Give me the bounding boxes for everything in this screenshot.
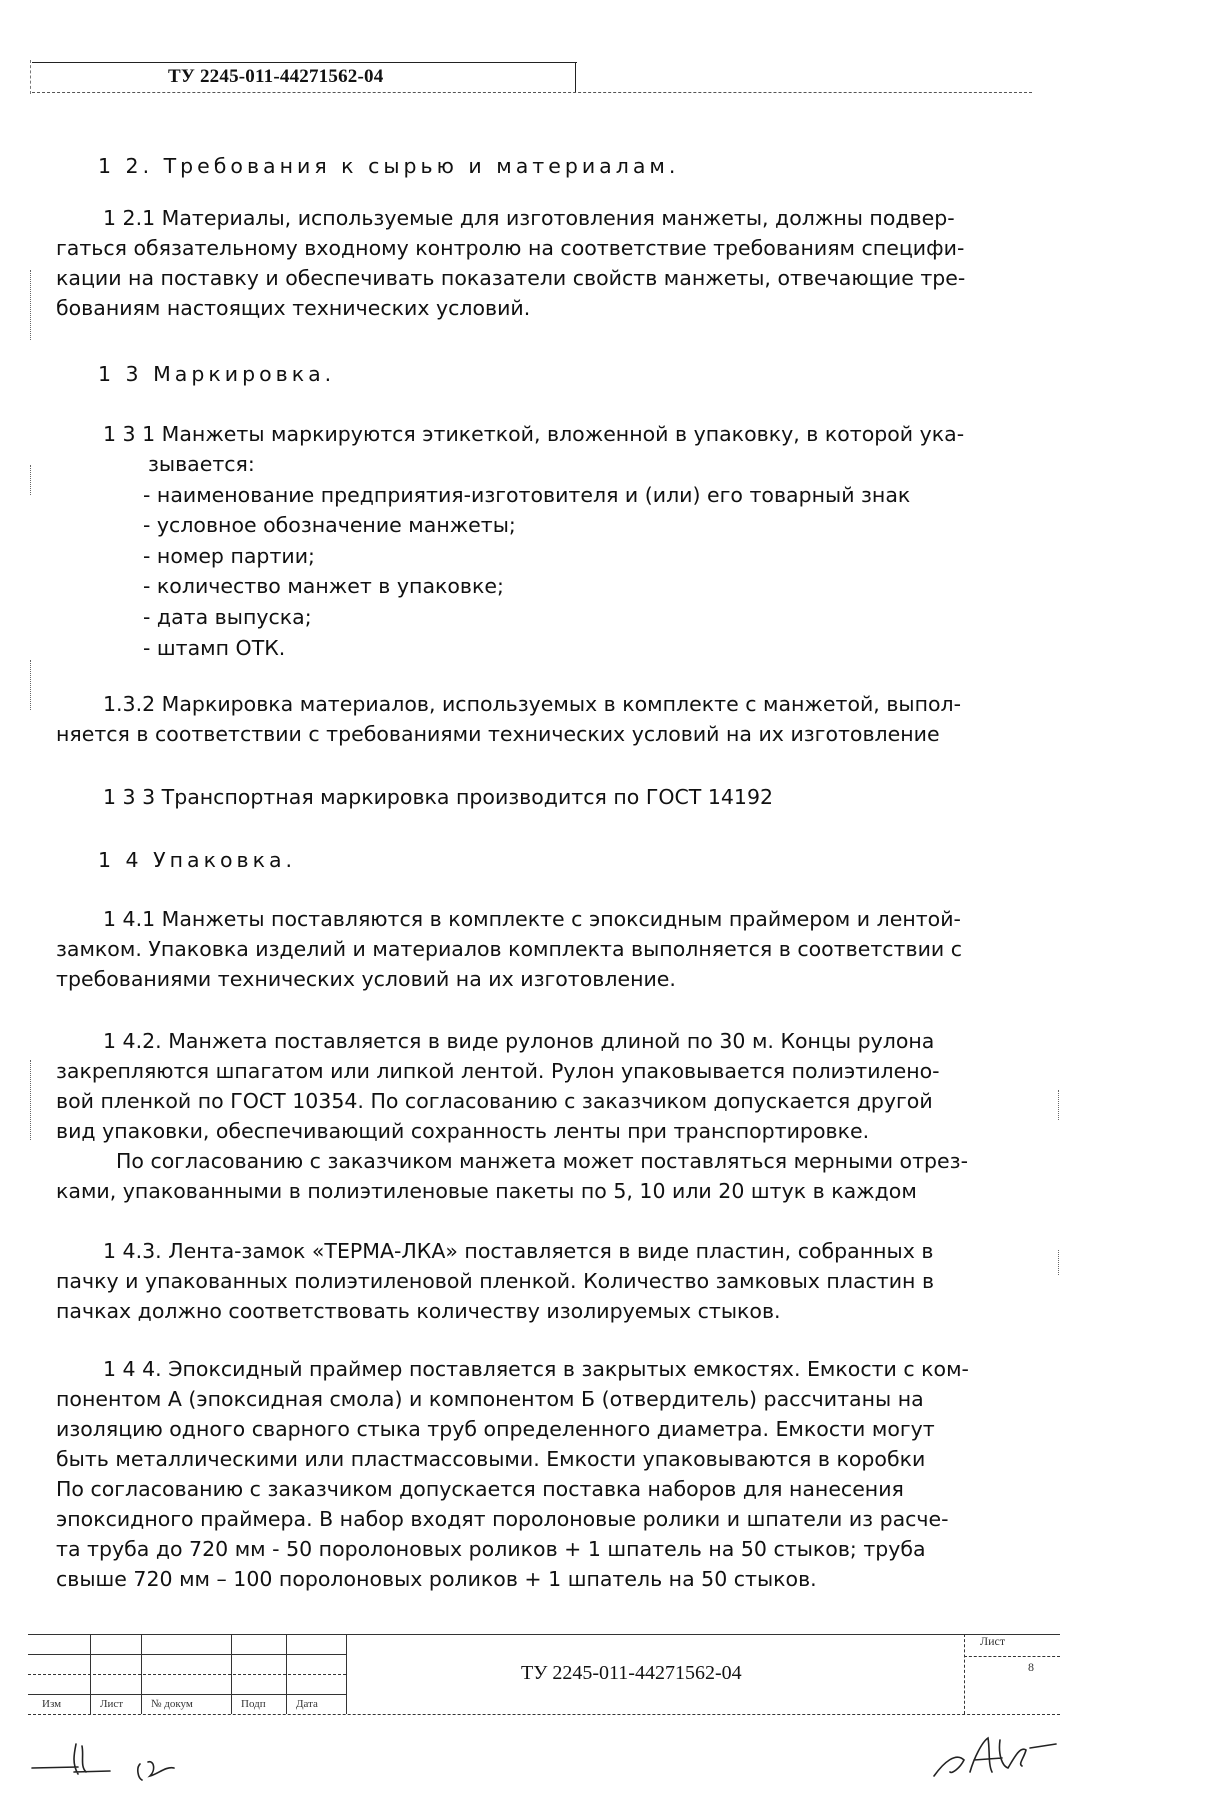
title-block-row-line xyxy=(28,1674,346,1675)
title-block xyxy=(28,1634,1060,1716)
col-label-data: Дата xyxy=(296,1698,318,1710)
paragraph-line: быть металлическими или пластмассовыми. Емкости упаковываются в коробки xyxy=(56,1447,926,1471)
section-heading-1-2: 1 2. Требования к сырью и материалам. xyxy=(98,154,680,178)
margin-mark xyxy=(30,660,31,710)
paragraph-line: закрепляются шпагатом или липкой лентой. Рулон упаковывается полиэтилено- xyxy=(56,1059,940,1083)
title-block-col-line xyxy=(346,1634,347,1714)
document-code-header: ТУ 2245-011-44271562-04 xyxy=(168,66,384,87)
header-frame-right xyxy=(575,62,576,92)
margin-mark xyxy=(1058,1090,1059,1120)
title-block-row-line xyxy=(28,1654,346,1655)
paragraph-line: бованиям настоящих технических условий. xyxy=(56,296,531,320)
section-heading-1-4: 1 4 Упаковка. xyxy=(98,848,297,872)
margin-mark xyxy=(30,1060,31,1140)
list-item: - штамп ОТК. xyxy=(143,636,286,660)
paragraph-line: свыше 720 мм – 100 поролоновых роликов + 1 шпатель на 50 стыков. xyxy=(56,1567,817,1591)
title-block-sheet-line xyxy=(964,1656,1060,1657)
paragraph-line: няется в соответствии с требованиями технических условий на их изготовление xyxy=(56,722,940,746)
paragraph-line: 1 3 1 Манжеты маркируются этикеткой, вложенной в упаковку, в которой ука- xyxy=(103,422,965,446)
header-frame-bottom xyxy=(32,92,1032,93)
paragraph-line: 1 3 3 Транспортная маркировка производится по ГОСТ 14192 xyxy=(103,785,774,809)
col-label-podp: Подп xyxy=(241,1698,266,1710)
list-item: - номер партии; xyxy=(143,544,315,568)
col-label-izm: Изм xyxy=(42,1698,62,1710)
paragraph-line: гаться обязательному входному контролю на соответствие требованиям специфи- xyxy=(56,236,965,260)
paragraph-line: 1 4 4. Эпоксидный праймер поставляется в закрытых емкостях. Емкости с ком- xyxy=(103,1357,969,1381)
title-block-bottom-line xyxy=(28,1714,1060,1715)
paragraph-line: 1 2.1 Материалы, используемые для изготовления манжеты, должны подвер- xyxy=(103,206,955,230)
margin-mark xyxy=(30,465,31,495)
margin-mark xyxy=(1058,1250,1059,1275)
title-block-col-line xyxy=(286,1634,287,1714)
paragraph-line: вид упаковки, обеспечивающий сохранность ленты при транспортировке. xyxy=(56,1119,870,1143)
title-block-col-line xyxy=(964,1634,965,1714)
document-code-stamp: ТУ 2245-011-44271562-04 xyxy=(521,1662,742,1684)
title-block-col-line xyxy=(90,1634,91,1714)
title-block-row-line xyxy=(28,1694,346,1695)
paragraph-line: вой пленкой по ГОСТ 10354. По согласованию с заказчиком допускается другой xyxy=(56,1089,933,1113)
paragraph-line: 1 4.1 Манжеты поставляются в комплекте с эпоксидным праймером и лентой- xyxy=(103,907,961,931)
paragraph-line: ками, упакованными в полиэтиленовые пакеты по 5, 10 или 20 штук в каждом xyxy=(56,1179,917,1203)
paragraph-line: эпоксидного праймера. В набор входят поролоновые ролики и шпатели из расче- xyxy=(56,1507,949,1531)
title-block-top-line xyxy=(28,1634,1060,1635)
title-block-col-line xyxy=(231,1634,232,1714)
paragraph-line: 1 4.3. Лента-замок «ТЕРМА-ЛКА» поставляется в виде пластин, собранных в xyxy=(103,1239,934,1263)
list-item: - дата выпуска; xyxy=(143,605,312,629)
paragraph-line: замком. Упаковка изделий и материалов комплекта выполняется в соответствии с xyxy=(56,937,963,961)
col-label-ndokum: № докум xyxy=(151,1698,193,1710)
paragraph-line: изоляцию одного сварного стыка труб определенного диаметра. Емкости могут xyxy=(56,1417,935,1441)
paragraph-line: По согласованию с заказчиком манжета может поставляться мерными отрез- xyxy=(116,1149,968,1173)
list-item: - количество манжет в упаковке; xyxy=(143,574,504,598)
paragraph-line: пачку и упакованных полиэтиленовой пленкой. Количество замковых пластин в xyxy=(56,1269,935,1293)
sheet-label: Лист xyxy=(980,1634,1006,1648)
signature-right xyxy=(930,1728,1080,1788)
paragraph-line: пачках должно соответствовать количеству изолируемых стыков. xyxy=(56,1299,781,1323)
paragraph-line: кации на поставку и обеспечивать показатели свойств манжеты, отвечающие тре- xyxy=(56,266,966,290)
paragraph-line: та труба до 720 мм - 50 поролоновых роликов + 1 шпатель на 50 стыков; труба xyxy=(56,1537,926,1561)
paragraph-line: зывается: xyxy=(148,452,255,476)
margin-mark xyxy=(30,270,31,340)
paragraph-line: 1.3.2 Маркировка материалов, используемых в комплекте с манжетой, выпол- xyxy=(103,692,962,716)
header-frame-left xyxy=(30,60,31,94)
paragraph-line: По согласованию с заказчиком допускается поставка наборов для нанесения xyxy=(56,1477,904,1501)
paragraph-line: понентом А (эпоксидная смола) и компонентом Б (отвердитель) рассчитаны на xyxy=(56,1387,924,1411)
sheet-number: 8 xyxy=(1028,1660,1034,1674)
header-frame-top xyxy=(32,62,577,63)
paragraph-line: 1 4.2. Манжета поставляется в виде рулонов длиной по 30 м. Концы рулона xyxy=(103,1029,935,1053)
list-item: - наименование предприятия-изготовителя и (или) его товарный знак xyxy=(143,483,911,507)
col-label-list: Лист xyxy=(100,1698,124,1710)
signature-left xyxy=(28,1738,218,1786)
paragraph-line: требованиями технических условий на их изготовление. xyxy=(56,967,676,991)
list-item: - условное обозначение манжеты; xyxy=(143,513,516,537)
title-block-col-line xyxy=(141,1634,142,1714)
section-heading-1-3: 1 3 Маркировка. xyxy=(98,362,336,386)
